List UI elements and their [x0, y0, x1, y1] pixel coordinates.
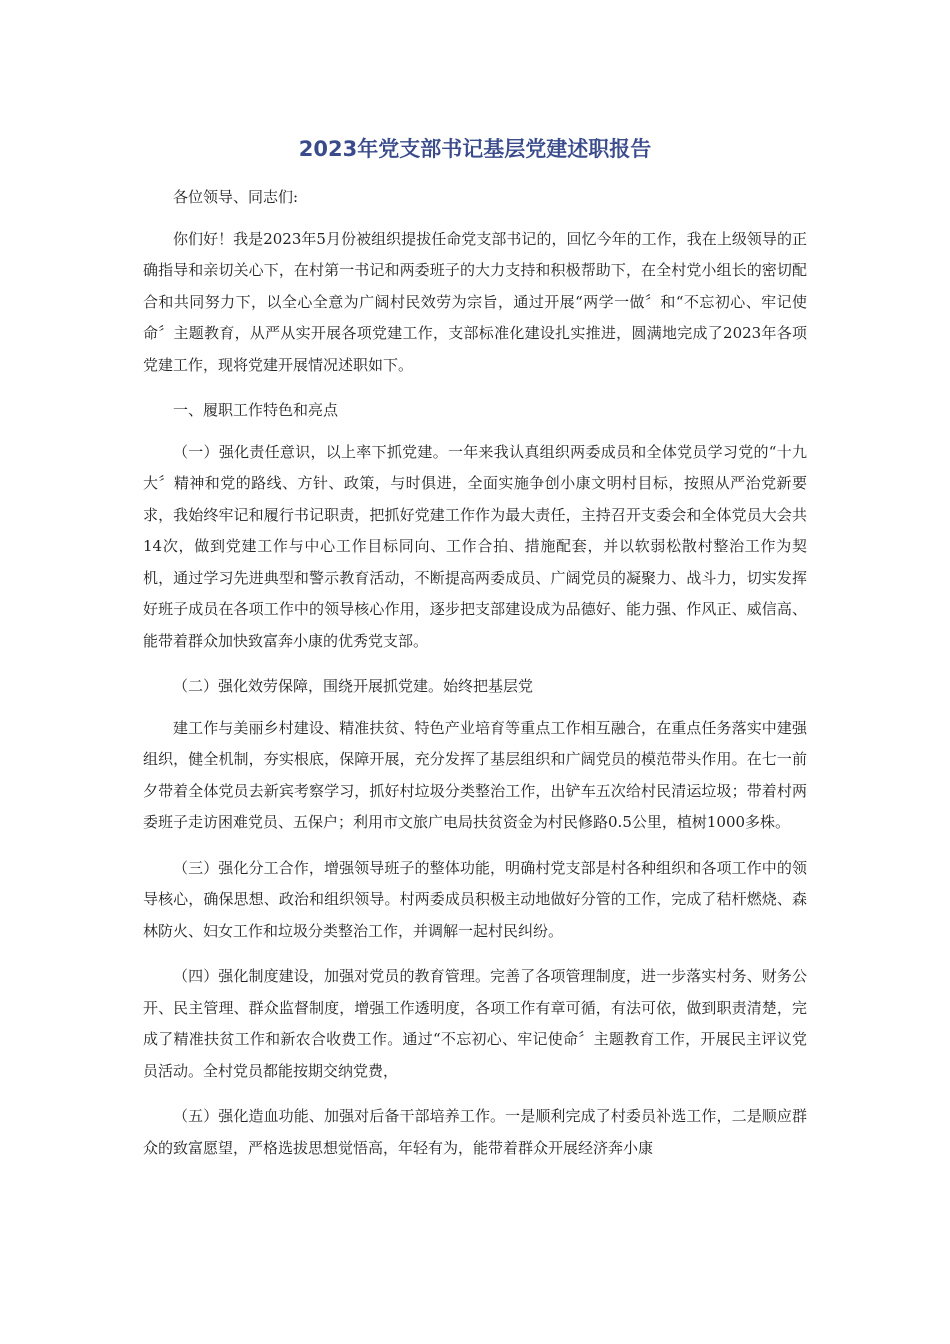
document-body [143, 182, 807, 1178]
paragraph-item-3: （三）强化分工合作，增强领导班子的整体功能，明确村党支部是村各种组织和各项工作中的领导核心，确保思想、政治和组织领导。村两委成员积极主动地做好分管的工作，完成了秸杆燃烧、森林防火、妇女工作和垃圾分类整治工作，并调解一起村民纠纷。 [143, 858, 807, 940]
document-title: 2023年党支部书记基层党建述职报告 [298, 137, 652, 161]
paragraph-item-2-body: 建工作与美丽乡村建设、精准扶贫、特色产业培育等重点工作相互融合，在重点任务落实中建强组织，健全机制，夯实根底，保障开展，充分发挥了基层组织和广阔党员的模范带头作用。在七一前夕带着全体党员去新宾考察学习，抓好村垃圾分类整治工作，出铲车五次给村民清运垃圾；带着村两委班子走访困难党员、五保户；利用市文旅广电局扶贫资金为村民修路0.5公里，植树1000多株。 [143, 718, 807, 831]
paragraph-item-5: （五）强化造血功能、加强对后备干部培养工作。一是顺利完成了村委员补选工作，二是顺应群众的致富愿望，严格选拔思想觉悟高，年轻有为，能带着群众开展经济奔小康 [143, 1107, 807, 1157]
section-heading-1: 一、履职工作特色和亮点 [173, 401, 339, 419]
paragraph-item-4: （四）强化制度建设，加强对党员的教育管理。完善了各项管理制度，进一步落实村务、财务公开、民主管理、群众监督制度，增强工作透明度，各项工作有章可循，有法可依，做到职责清楚，完成了精准扶贫工作和新农合收费工作。通过“不忘初心、牢记使命〞主题教育工作，开展民主评议党员活动。全村党员都能按期交纳党费， [143, 967, 807, 1080]
paragraph-intro: 你们好！我是2023年5月份被组织提拔任命党支部书记的，回忆今年的工作，我在上级领导的正确指导和亲切关心下，在村第一书记和两委班子的大力支持和积极帮助下，在全村党小组长的密切配合和共同努力下，以全心全意为广阔村民效劳为宗旨，通过开展“两学一做〞和“不忘初心、牢记使命〞主题教育，从严从实开展各项党建工作，支部标准化建设扎实推进，圆满地完成了2023年各项党建工作，现将党建开展情况述职如下。 [143, 229, 807, 374]
paragraph-item-2-heading: （二）强化效劳保障，围绕开展抓党建。始终把基层党 [173, 677, 534, 695]
salutation: 各位领导、同志们: [173, 188, 299, 206]
paragraph-item-1: （一）强化责任意识，以上率下抓党建。一年来我认真组织两委成员和全体党员学习党的“十九大〞精神和党的路线、方针、政策，与时俱进，全面实施争创小康文明村目标，按照从严治党新要求，我始终牢记和履行书记职责，把抓好党建工作作为最大责任，主持召开支委会和全体党员大会共14次，做到党建工作与中心工作目标同向、工作合拍、措施配套，并以软弱松散村整治工作为契机，通过学习先进典型和警示教育活动，不断提高两委成员、广阔党员的凝聚力、战斗力，切实发挥好班子成员在各项工作中的领导核心作用，逐步把支部建设成为品德好、能力强、作风正、威信高、能带着群众加快致富奔小康的优秀党支部。 [143, 442, 807, 650]
